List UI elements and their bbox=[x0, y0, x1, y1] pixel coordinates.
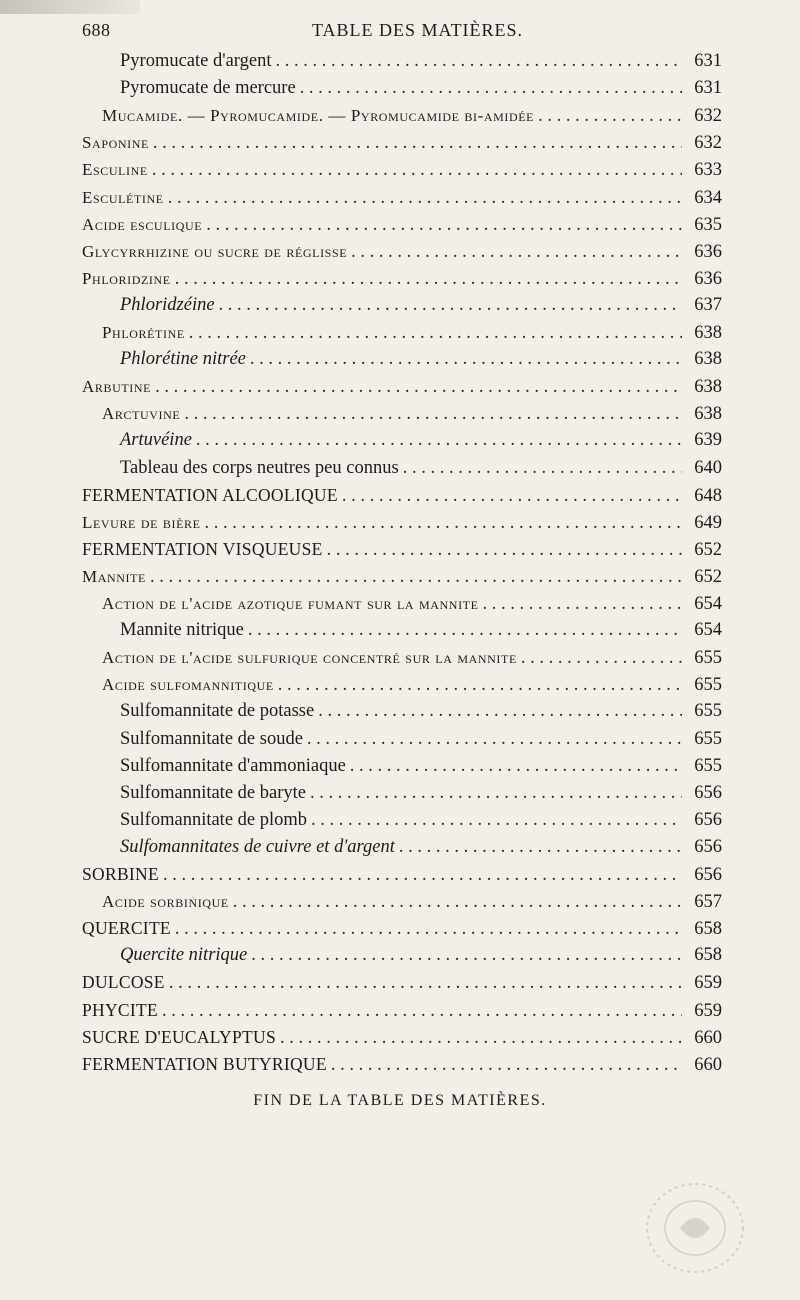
toc-entry-label: Phlorétine nitrée bbox=[120, 349, 246, 370]
leader-dots bbox=[350, 753, 682, 780]
toc-entry-page: 658 bbox=[694, 945, 722, 966]
toc-entry-page: 659 bbox=[694, 973, 722, 994]
leader-dots bbox=[318, 698, 682, 725]
toc-entry bbox=[82, 509, 722, 536]
page-corner-shadow bbox=[0, 0, 140, 14]
toc-entry-page: 660 bbox=[694, 1027, 722, 1048]
leader-dots bbox=[538, 103, 682, 130]
leader-dots bbox=[351, 239, 682, 266]
toc-entry bbox=[120, 292, 722, 319]
leader-dots bbox=[169, 970, 682, 997]
toc-entry bbox=[120, 834, 722, 861]
end-of-table-note: FIN DE LA TABLE DES MATIÈRES. bbox=[253, 1092, 547, 1109]
toc-entry bbox=[82, 184, 722, 211]
toc-entry-page: 633 bbox=[694, 160, 722, 181]
toc-entry-label: Tableau des corps neutres peu connus bbox=[120, 457, 399, 478]
toc-entry-label: Mannite bbox=[82, 566, 146, 586]
toc-entry-label: Action de l'acide azotique fumant sur la mannite bbox=[102, 594, 479, 613]
leader-dots bbox=[205, 510, 682, 537]
toc-entry bbox=[82, 997, 722, 1024]
running-title: TABLE DES MATIÈRES. bbox=[312, 20, 524, 40]
toc-entry-label: Saponine bbox=[82, 133, 149, 153]
toc-entry-page: 638 bbox=[694, 323, 722, 343]
toc-entry bbox=[82, 1024, 722, 1051]
leader-dots bbox=[162, 998, 682, 1025]
toc-entry-label: Artuvéine bbox=[120, 430, 192, 451]
toc-entry bbox=[120, 346, 722, 373]
toc-entry-label: Phloridzine bbox=[82, 268, 171, 288]
toc-entry bbox=[82, 563, 722, 590]
toc-entry bbox=[102, 671, 722, 698]
toc-entry-label: Sulfomannitate de baryte bbox=[120, 782, 306, 803]
toc-entry bbox=[82, 156, 722, 183]
toc-entry bbox=[120, 807, 722, 834]
page-number: 688 bbox=[82, 20, 111, 40]
toc-entry bbox=[120, 75, 722, 102]
toc-entry-page: 655 bbox=[694, 648, 722, 669]
toc-entry bbox=[82, 536, 722, 563]
page-header bbox=[82, 20, 730, 50]
toc-entry-label: SUCRE D'EUCALYPTUS bbox=[82, 1026, 276, 1047]
toc-entry bbox=[102, 319, 722, 346]
toc-entry bbox=[82, 265, 722, 292]
toc-entry-page: 631 bbox=[694, 78, 722, 99]
toc-entry-page: 632 bbox=[694, 106, 722, 127]
toc-entry-label: Sulfomannitate d'ammoniaque bbox=[120, 755, 346, 776]
toc-entry-page: 654 bbox=[694, 594, 722, 614]
toc-entry-label: Esculétine bbox=[82, 187, 164, 207]
leader-dots bbox=[251, 942, 682, 969]
toc-entry bbox=[102, 400, 722, 427]
toc-entry-label: Sulfomannitate de plomb bbox=[120, 809, 308, 830]
toc-entry-label: Quercite nitrique bbox=[120, 945, 248, 966]
toc-entry-page: 658 bbox=[694, 919, 722, 940]
leader-dots bbox=[206, 212, 682, 239]
toc-entry-page: 638 bbox=[694, 377, 722, 398]
toc-entry-page: 638 bbox=[694, 404, 722, 425]
toc-entry-page: 631 bbox=[694, 51, 722, 71]
toc-entry bbox=[82, 211, 722, 238]
toc-entry bbox=[120, 455, 722, 482]
toc-entry-page: 648 bbox=[694, 485, 722, 506]
toc-entry-page: 656 bbox=[694, 782, 722, 803]
leader-dots bbox=[399, 834, 682, 861]
leader-dots bbox=[153, 130, 682, 157]
toc-entry bbox=[120, 617, 722, 644]
leader-dots bbox=[521, 645, 682, 672]
leader-dots bbox=[250, 346, 682, 373]
toc-entry bbox=[82, 915, 722, 942]
toc-entry-label: Pyromucate d'argent bbox=[120, 51, 272, 71]
toc-entry-label: FERMENTATION VISQUEUSE bbox=[82, 538, 323, 559]
toc-entry bbox=[120, 753, 722, 780]
toc-entry-page: 640 bbox=[694, 457, 722, 478]
leader-dots bbox=[152, 157, 682, 184]
leader-dots bbox=[278, 672, 682, 699]
leader-dots bbox=[233, 889, 682, 916]
leader-dots bbox=[155, 374, 682, 401]
toc-entry bbox=[82, 482, 722, 509]
toc-entry-label: PHYCITE bbox=[82, 999, 158, 1020]
toc-entry-page: 656 bbox=[694, 836, 722, 857]
toc-entry-label: Phloridzéine bbox=[120, 294, 215, 315]
toc-entry-page: 656 bbox=[694, 809, 722, 830]
toc-entry-label: Levure de bière bbox=[82, 512, 201, 532]
toc-entry-page: 655 bbox=[694, 675, 722, 696]
toc-entry-page: 655 bbox=[694, 755, 722, 776]
toc-entry-label: Action de l'acide sulfurique concentré sur la mannite bbox=[102, 648, 517, 668]
toc-entry-page: 652 bbox=[694, 566, 722, 587]
toc-entry-label: Phlorétine bbox=[102, 323, 185, 342]
toc-entry-label: Sulfomannitate de soude bbox=[120, 728, 303, 749]
leader-dots bbox=[310, 780, 682, 807]
toc-entry-label: Acide sulfomannitique bbox=[102, 675, 274, 695]
toc-entry bbox=[82, 129, 722, 156]
toc-entry bbox=[120, 48, 722, 75]
toc-entry-label: FERMENTATION ALCOOLIQUE bbox=[82, 484, 338, 505]
toc-entry bbox=[82, 1051, 722, 1078]
leader-dots bbox=[184, 401, 682, 428]
toc-entry-page: 654 bbox=[694, 620, 722, 641]
library-stamp-image bbox=[640, 1178, 750, 1278]
toc-entry-page: 660 bbox=[694, 1054, 722, 1075]
toc-entry bbox=[120, 726, 722, 753]
toc-entry-page: 636 bbox=[694, 241, 722, 262]
leader-dots bbox=[280, 1025, 682, 1052]
toc-entry-page: 639 bbox=[694, 430, 722, 451]
leader-dots bbox=[307, 726, 682, 753]
leader-dots bbox=[331, 1052, 682, 1079]
toc-entry bbox=[120, 780, 722, 807]
toc-entry-page: 637 bbox=[694, 294, 722, 315]
toc-entry-label: SORBINE bbox=[82, 864, 159, 884]
toc-entry bbox=[120, 427, 722, 454]
leader-dots bbox=[163, 862, 682, 889]
toc-entry-page: 636 bbox=[694, 268, 722, 289]
toc-entry bbox=[102, 644, 722, 671]
leader-dots bbox=[483, 591, 682, 618]
toc-entry bbox=[82, 238, 722, 265]
toc-entry bbox=[82, 969, 722, 996]
leader-dots bbox=[342, 483, 682, 510]
toc-entry-page: 652 bbox=[694, 539, 722, 560]
leader-dots bbox=[403, 455, 682, 482]
leader-dots bbox=[175, 266, 682, 293]
toc-entry-page: 638 bbox=[694, 349, 722, 370]
toc-entry-label: Glycyrrhizine ou sucre de réglisse bbox=[82, 241, 348, 261]
toc-entry-label: Acide sorbinique bbox=[102, 892, 229, 912]
toc-entry bbox=[120, 698, 722, 725]
toc-entry-label: Esculine bbox=[82, 160, 148, 180]
toc-entry-page: 649 bbox=[694, 512, 722, 533]
toc-entry bbox=[120, 942, 722, 969]
leader-dots bbox=[327, 537, 682, 564]
toc-entry-page: 632 bbox=[694, 133, 722, 154]
leader-dots bbox=[248, 617, 682, 644]
leader-dots bbox=[275, 48, 682, 75]
toc-entry-page: 656 bbox=[694, 865, 722, 885]
toc-entry-label: DULCOSE bbox=[82, 972, 165, 993]
leader-dots bbox=[150, 564, 682, 591]
toc-entry bbox=[102, 590, 722, 617]
toc-entry-label: Mucamide. — Pyromucamide. — Pyromucamide bi-amidée bbox=[102, 106, 535, 126]
toc-entry bbox=[102, 102, 722, 129]
toc-entry-label: Arctuvine bbox=[102, 404, 181, 424]
leader-dots bbox=[175, 916, 682, 943]
toc-entry-label: Sulfomannitate de potasse bbox=[120, 701, 315, 722]
toc-entry-page: 635 bbox=[694, 214, 722, 235]
toc-entry-page: 634 bbox=[694, 187, 722, 208]
toc-entry bbox=[102, 888, 722, 915]
toc-entry bbox=[82, 373, 722, 400]
leader-dots bbox=[311, 807, 682, 834]
toc-entry-label: Pyromucate de mercure bbox=[120, 78, 296, 99]
toc-entry-page: 657 bbox=[694, 892, 722, 913]
toc-entry-page: 655 bbox=[694, 728, 722, 749]
toc-entry-page: 655 bbox=[694, 701, 722, 722]
leader-dots bbox=[219, 292, 682, 319]
toc-entry bbox=[82, 861, 722, 888]
toc-entry-label: Acide esculique bbox=[82, 214, 203, 234]
leader-dots bbox=[168, 185, 682, 212]
toc-entry-label: FERMENTATION BUTYRIQUE bbox=[82, 1053, 327, 1074]
toc-entry-label: Arbutine bbox=[82, 377, 152, 397]
toc-entry-label: Mannite nitrique bbox=[120, 620, 244, 641]
leader-dots bbox=[300, 75, 682, 102]
toc-entry-label: QUERCITE bbox=[82, 918, 171, 939]
leader-dots bbox=[189, 320, 682, 347]
toc-entry-page: 659 bbox=[694, 1000, 722, 1021]
leader-dots bbox=[196, 427, 682, 454]
toc-entry-label: Sulfomannitates de cuivre et d'argent bbox=[120, 836, 395, 857]
